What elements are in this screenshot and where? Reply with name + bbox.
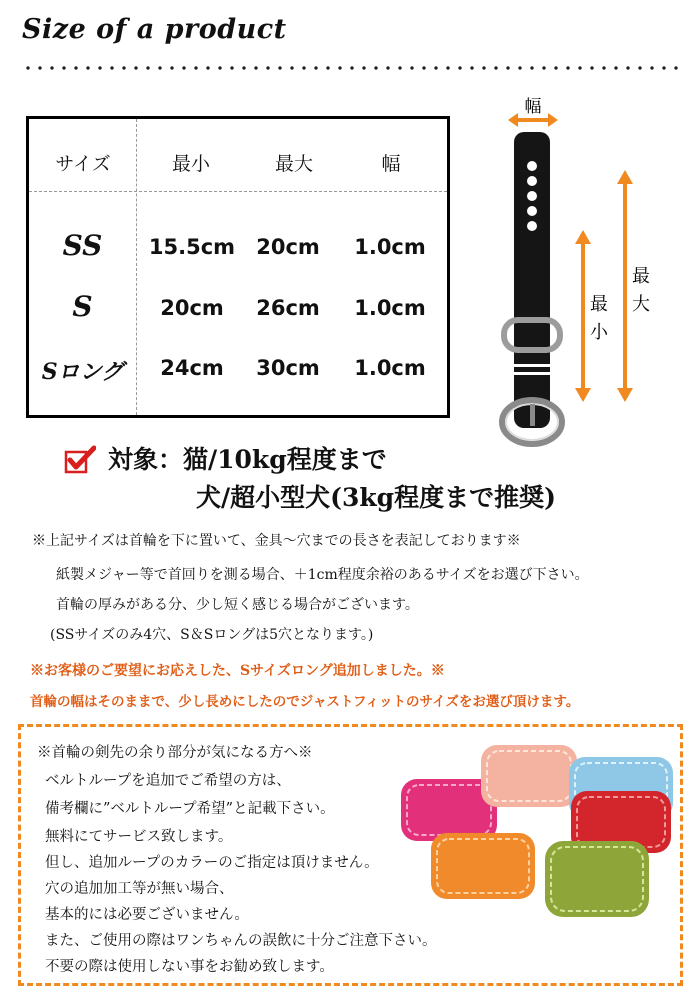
- target-line-2: 犬/超小型犬(3kg程度まで推奨): [196, 483, 556, 512]
- collar-buckle: [502, 400, 562, 444]
- header-size: サイズ: [55, 153, 111, 175]
- cell-ss-width: 1.0cm: [354, 235, 426, 259]
- min-label: 最小: [590, 294, 608, 343]
- cell-s-min: 20cm: [160, 296, 224, 320]
- min-arrow: [575, 230, 591, 402]
- belt-loop-box: [18, 724, 683, 986]
- loop-note-line: 不要の際は使用しない事をお勧め致します。: [45, 959, 334, 975]
- width-label: 幅: [524, 97, 542, 117]
- cell-s-width: 1.0cm: [354, 296, 426, 320]
- cell-ss-min: 15.5cm: [148, 235, 236, 259]
- note-line: (SSサイズのみ4穴、S＆Sロングは5穴となります。): [50, 627, 374, 643]
- orange-note: 首輪の幅はそのままで、少し長めにしたのでジャストフィットのサイズをお選び頂けます。: [30, 694, 580, 710]
- target-line-1: 対象：猫/10kg程度まで: [108, 445, 387, 474]
- row-size-s: S: [72, 290, 93, 323]
- loop-note-line: また、ご使用の際はワンちゃんの誤飲に十分ご注意下さい。: [45, 933, 437, 949]
- belt-loop-green: [545, 841, 649, 917]
- belt-loop-peach: [481, 745, 577, 807]
- header-min: 最小: [171, 153, 210, 175]
- note-line: 首輪の厚みがある分、少し短く感じる場合がございます。: [56, 597, 419, 613]
- table-divider-horizontal: [29, 191, 447, 192]
- loop-note-line: 備考欄に”ベルトループ希望”と記載下さい。: [45, 801, 335, 817]
- cell-slong-max: 30cm: [256, 356, 320, 380]
- belt-loop-orange: [431, 833, 535, 899]
- loop-note-line: 基本的には必要ございません。: [45, 907, 249, 923]
- row-size-s-long: Sロング: [41, 359, 124, 385]
- max-label: 最大: [632, 266, 650, 315]
- cell-s-max: 26cm: [256, 296, 320, 320]
- header-max: 最大: [274, 153, 313, 175]
- note-line: 紙製メジャー等で首回りを測る場合、＋1cm程度余裕のあるサイズをお選び下さい。: [56, 567, 589, 583]
- loop-note-line: 但し、追加ループのカラーのご指定は頂けません。: [45, 855, 379, 871]
- orange-note: ※お客様のご要望にお応えした、Sサイズロング追加しました。※: [30, 663, 445, 679]
- header-width: 幅: [381, 153, 401, 175]
- check-mark-icon: [64, 444, 96, 476]
- loop-note-line: 無料にてサービス致します。: [45, 829, 233, 845]
- loop-note-line: 穴の追加加工等が無い場合、: [45, 881, 234, 897]
- dotted-divider: [22, 64, 682, 72]
- size-table: [26, 116, 450, 418]
- collar-diagram: [490, 92, 690, 452]
- cell-slong-width: 1.0cm: [354, 356, 426, 380]
- note-line: ※上記サイズは首輪を下に置いて、金具～穴までの長さを表記しております※: [32, 533, 521, 549]
- loop-band: [514, 364, 550, 367]
- loop-band: [514, 372, 550, 375]
- cell-ss-max: 20cm: [256, 235, 320, 259]
- loop-note-line: ※首輪の剣先の余り部分が気になる方へ※: [37, 745, 313, 761]
- row-size-ss: SS: [62, 229, 103, 262]
- cell-slong-min: 24cm: [160, 356, 224, 380]
- loop-note-line: ベルトループを追加でご希望の方は、: [45, 773, 291, 789]
- page-title: Size of a product: [22, 14, 287, 45]
- belt-loops-image: [401, 737, 681, 977]
- max-arrow: [617, 170, 633, 402]
